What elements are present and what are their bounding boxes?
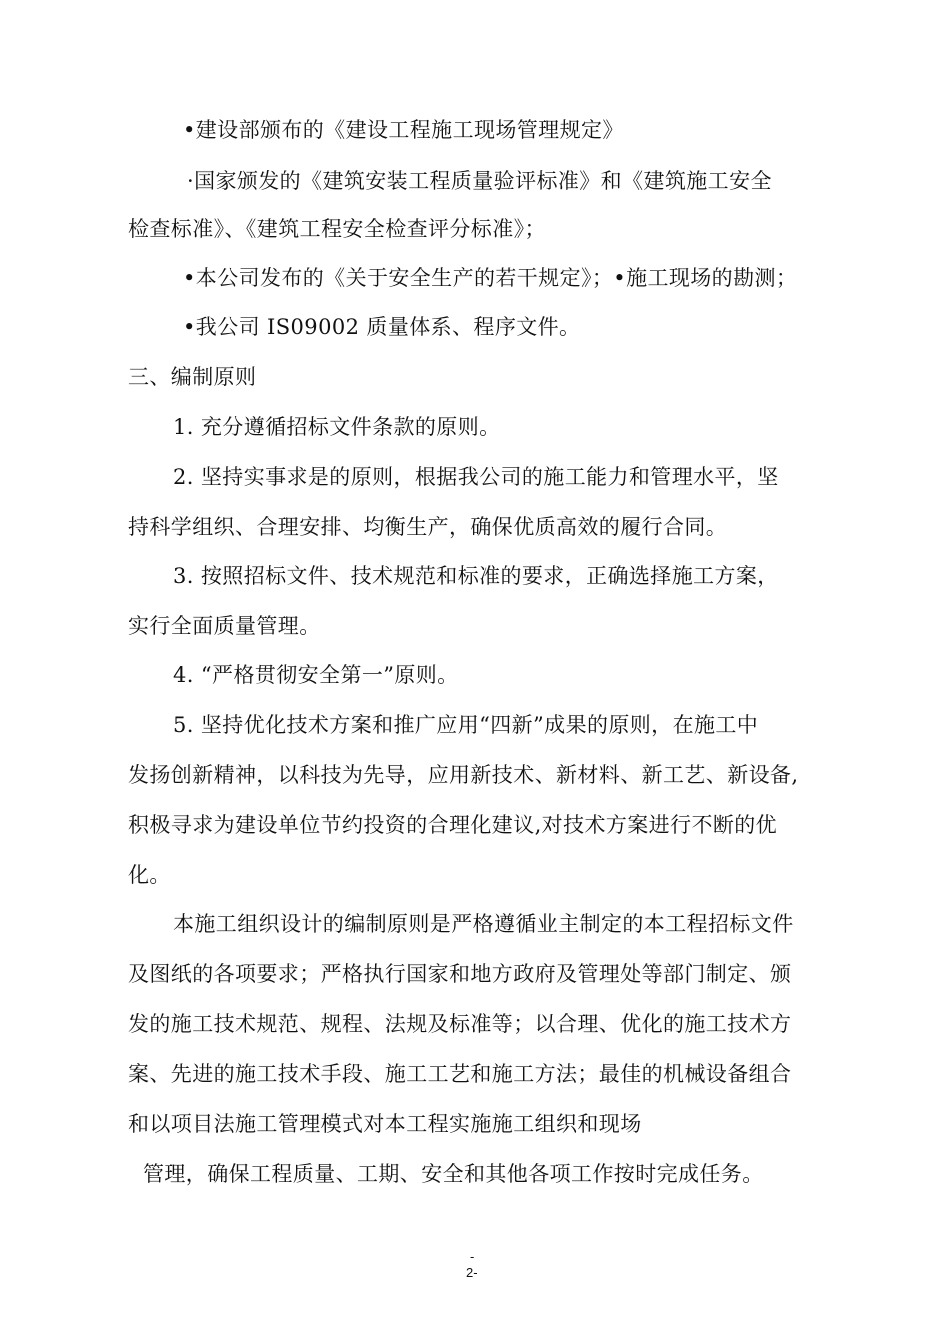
page-number: 2-: [466, 1265, 478, 1280]
section-heading: 三、编制原则: [128, 365, 257, 389]
text-line: 管理，确保工程质量、工期、安全和其他各项工作按时完成任务。: [143, 1162, 764, 1186]
text-line: 2. 坚持实事求是的原则，根据我公司的施工能力和管理水平，坚: [173, 465, 779, 489]
text-line: ·国家颁发的《建筑安装工程质量验评标准》和《建筑施工安全: [187, 169, 772, 193]
text-line: 本施工组织设计的编制原则是严格遵循业主制定的本工程招标文件: [173, 912, 794, 936]
text-line: 积极寻求为建设单位节约投资的合理化建议,对技术方案进行不断的优: [128, 813, 778, 837]
text-line: 3. 按照招标文件、技术规范和标准的要求，正确选择施工方案，: [173, 564, 779, 588]
text-line: 案、先进的施工技术手段、施工工艺和施工方法；最佳的机械设备组合: [128, 1062, 792, 1086]
page-footer-dash: -: [470, 1249, 475, 1264]
text-line: 和以项目法施工管理模式对本工程实施施工组织和现场: [128, 1112, 642, 1136]
text-line: 1. 充分遵循招标文件条款的原则。: [173, 415, 501, 439]
text-line: •本公司发布的《关于安全生产的若干规定》；•施工现场的勘测；: [183, 266, 798, 290]
text-line: 及图纸的各项要求；严格执行国家和地方政府及管理处等部门制定、颁: [128, 962, 792, 986]
text-line: 实行全面质量管理。: [128, 614, 321, 638]
text-line: 5. 坚持优化技术方案和推广应用“四新”成果的原则，在施工中: [173, 713, 759, 737]
text-line: •建设部颁布的《建设工程施工现场管理规定》: [183, 118, 624, 142]
text-line: 发扬创新精神，以科技为先导，应用新技术、新材料、新工艺、新设备,: [128, 763, 799, 787]
text-line: 发的施工技术规范、规程、法规及标准等；以合理、优化的施工技术方: [128, 1012, 792, 1036]
text-line: 化。: [128, 863, 171, 887]
text-line: 检查标准》、《建筑工程安全检查评分标准》；: [128, 217, 546, 241]
text-line: •我公司 IS09002 质量体系、程序文件。: [183, 315, 581, 339]
text-line: 4. “严格贯彻安全第一”原则。: [173, 663, 459, 687]
text-line: 持科学组织、合理安排、均衡生产，确保优质高效的履行合同。: [128, 515, 728, 539]
